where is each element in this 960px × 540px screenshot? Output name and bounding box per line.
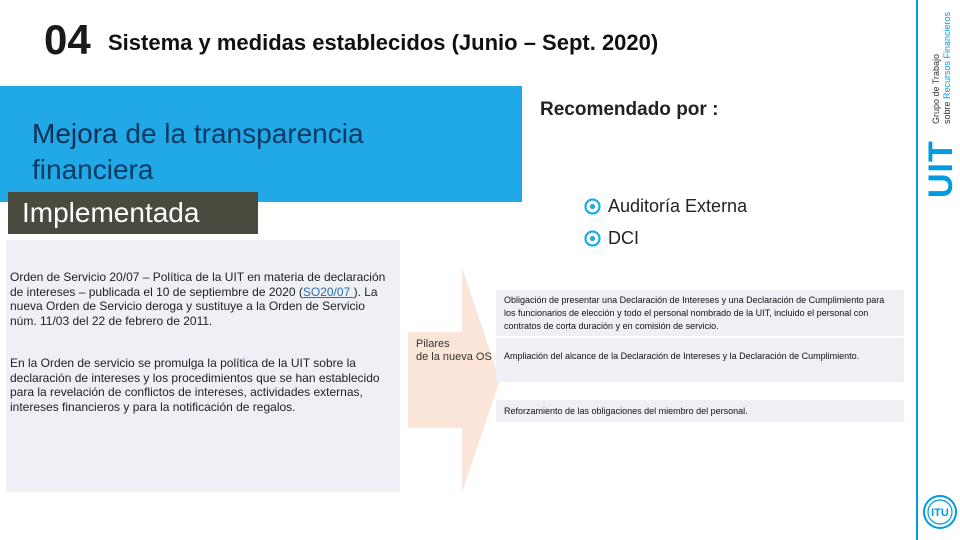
headline-line2: financiera xyxy=(32,154,154,185)
brand-divider xyxy=(916,0,918,540)
recommender-label: CAGI xyxy=(608,132,653,152)
svg-text:ITU: ITU xyxy=(931,507,949,519)
policy-paragraph-1 xyxy=(10,270,394,328)
recommender-item xyxy=(540,222,810,254)
recommender-item xyxy=(540,190,810,222)
recommender-item xyxy=(540,126,810,158)
group-name-prefix: sobre xyxy=(942,98,952,124)
pillars-label-line2: de la nueva OS xyxy=(416,351,492,363)
group-name-line2 xyxy=(942,12,952,124)
org-short-name: UIT xyxy=(922,140,960,198)
pillar-item: Obligación de presentar una Declaración de Intereses y una Declaración de Cumplimiento para los funcionarios de elección y todo el personal nombrado de la UIT, incluido el personal con contratos de corta duración y en comisión de servicio. xyxy=(496,290,904,336)
section-number: 04 xyxy=(44,16,91,63)
itu-logo xyxy=(922,494,958,530)
arrow-shape xyxy=(408,268,500,492)
pillars-label-line1: Pilares xyxy=(416,338,450,350)
policy-paragraph-2: En la Orden de servicio se promulga la política de la UIT sobre la declaración de intereses y los procedimientos que se han establecido para la revelación de conflictos de intereses, actividades externas, intereses financieros y para la notificación de regalos. xyxy=(10,356,380,414)
p1-text-after: ). La nueva Orden de Servicio deroga y sustituye a la Orden de Servicio núm. 11/03 del 22 de febrero de 2011. xyxy=(10,284,378,328)
recommended-list xyxy=(540,126,810,254)
pillar-item: Ampliación del alcance de la Declaración de Intereses y la Declaración de Cumplimiento. xyxy=(496,338,904,382)
brand-strip xyxy=(916,0,960,540)
group-name-highlight: Recursos Financieros xyxy=(942,11,952,99)
recommended-label: Recomendado por : xyxy=(540,99,719,120)
policy-description-panel xyxy=(6,240,400,492)
recommender-item xyxy=(540,158,810,190)
group-name-line1: Grupo de Trabajo xyxy=(931,53,941,124)
headline-rest: de la transparencia xyxy=(117,118,364,149)
headline xyxy=(32,116,364,188)
recommended-by xyxy=(540,96,810,254)
status-badge: Implementada xyxy=(8,192,258,234)
slide-title: Sistema y medidas establecidos (Junio – Sept. 2020) xyxy=(108,30,659,55)
recommender-label: DCI xyxy=(608,228,639,248)
headline-accent: Mejora xyxy=(32,118,118,149)
target-circle-icon xyxy=(584,230,601,247)
recommender-label: Auditoría Externa xyxy=(608,196,748,216)
p1-text-before: Orden de Servicio 20/07 – Política de la UIT en materia de declaración de intereses – publicada el 10 de septiembre de 2020 ( xyxy=(10,270,386,299)
pillar-item: Reforzamiento de las obligaciones del miembro del personal. xyxy=(496,400,904,422)
pillars-label xyxy=(416,338,492,364)
recommender-label: Auditoría Interna xyxy=(608,164,742,184)
service-order-link[interactable]: SO20/07 xyxy=(302,284,354,299)
target-circle-icon xyxy=(584,198,601,215)
